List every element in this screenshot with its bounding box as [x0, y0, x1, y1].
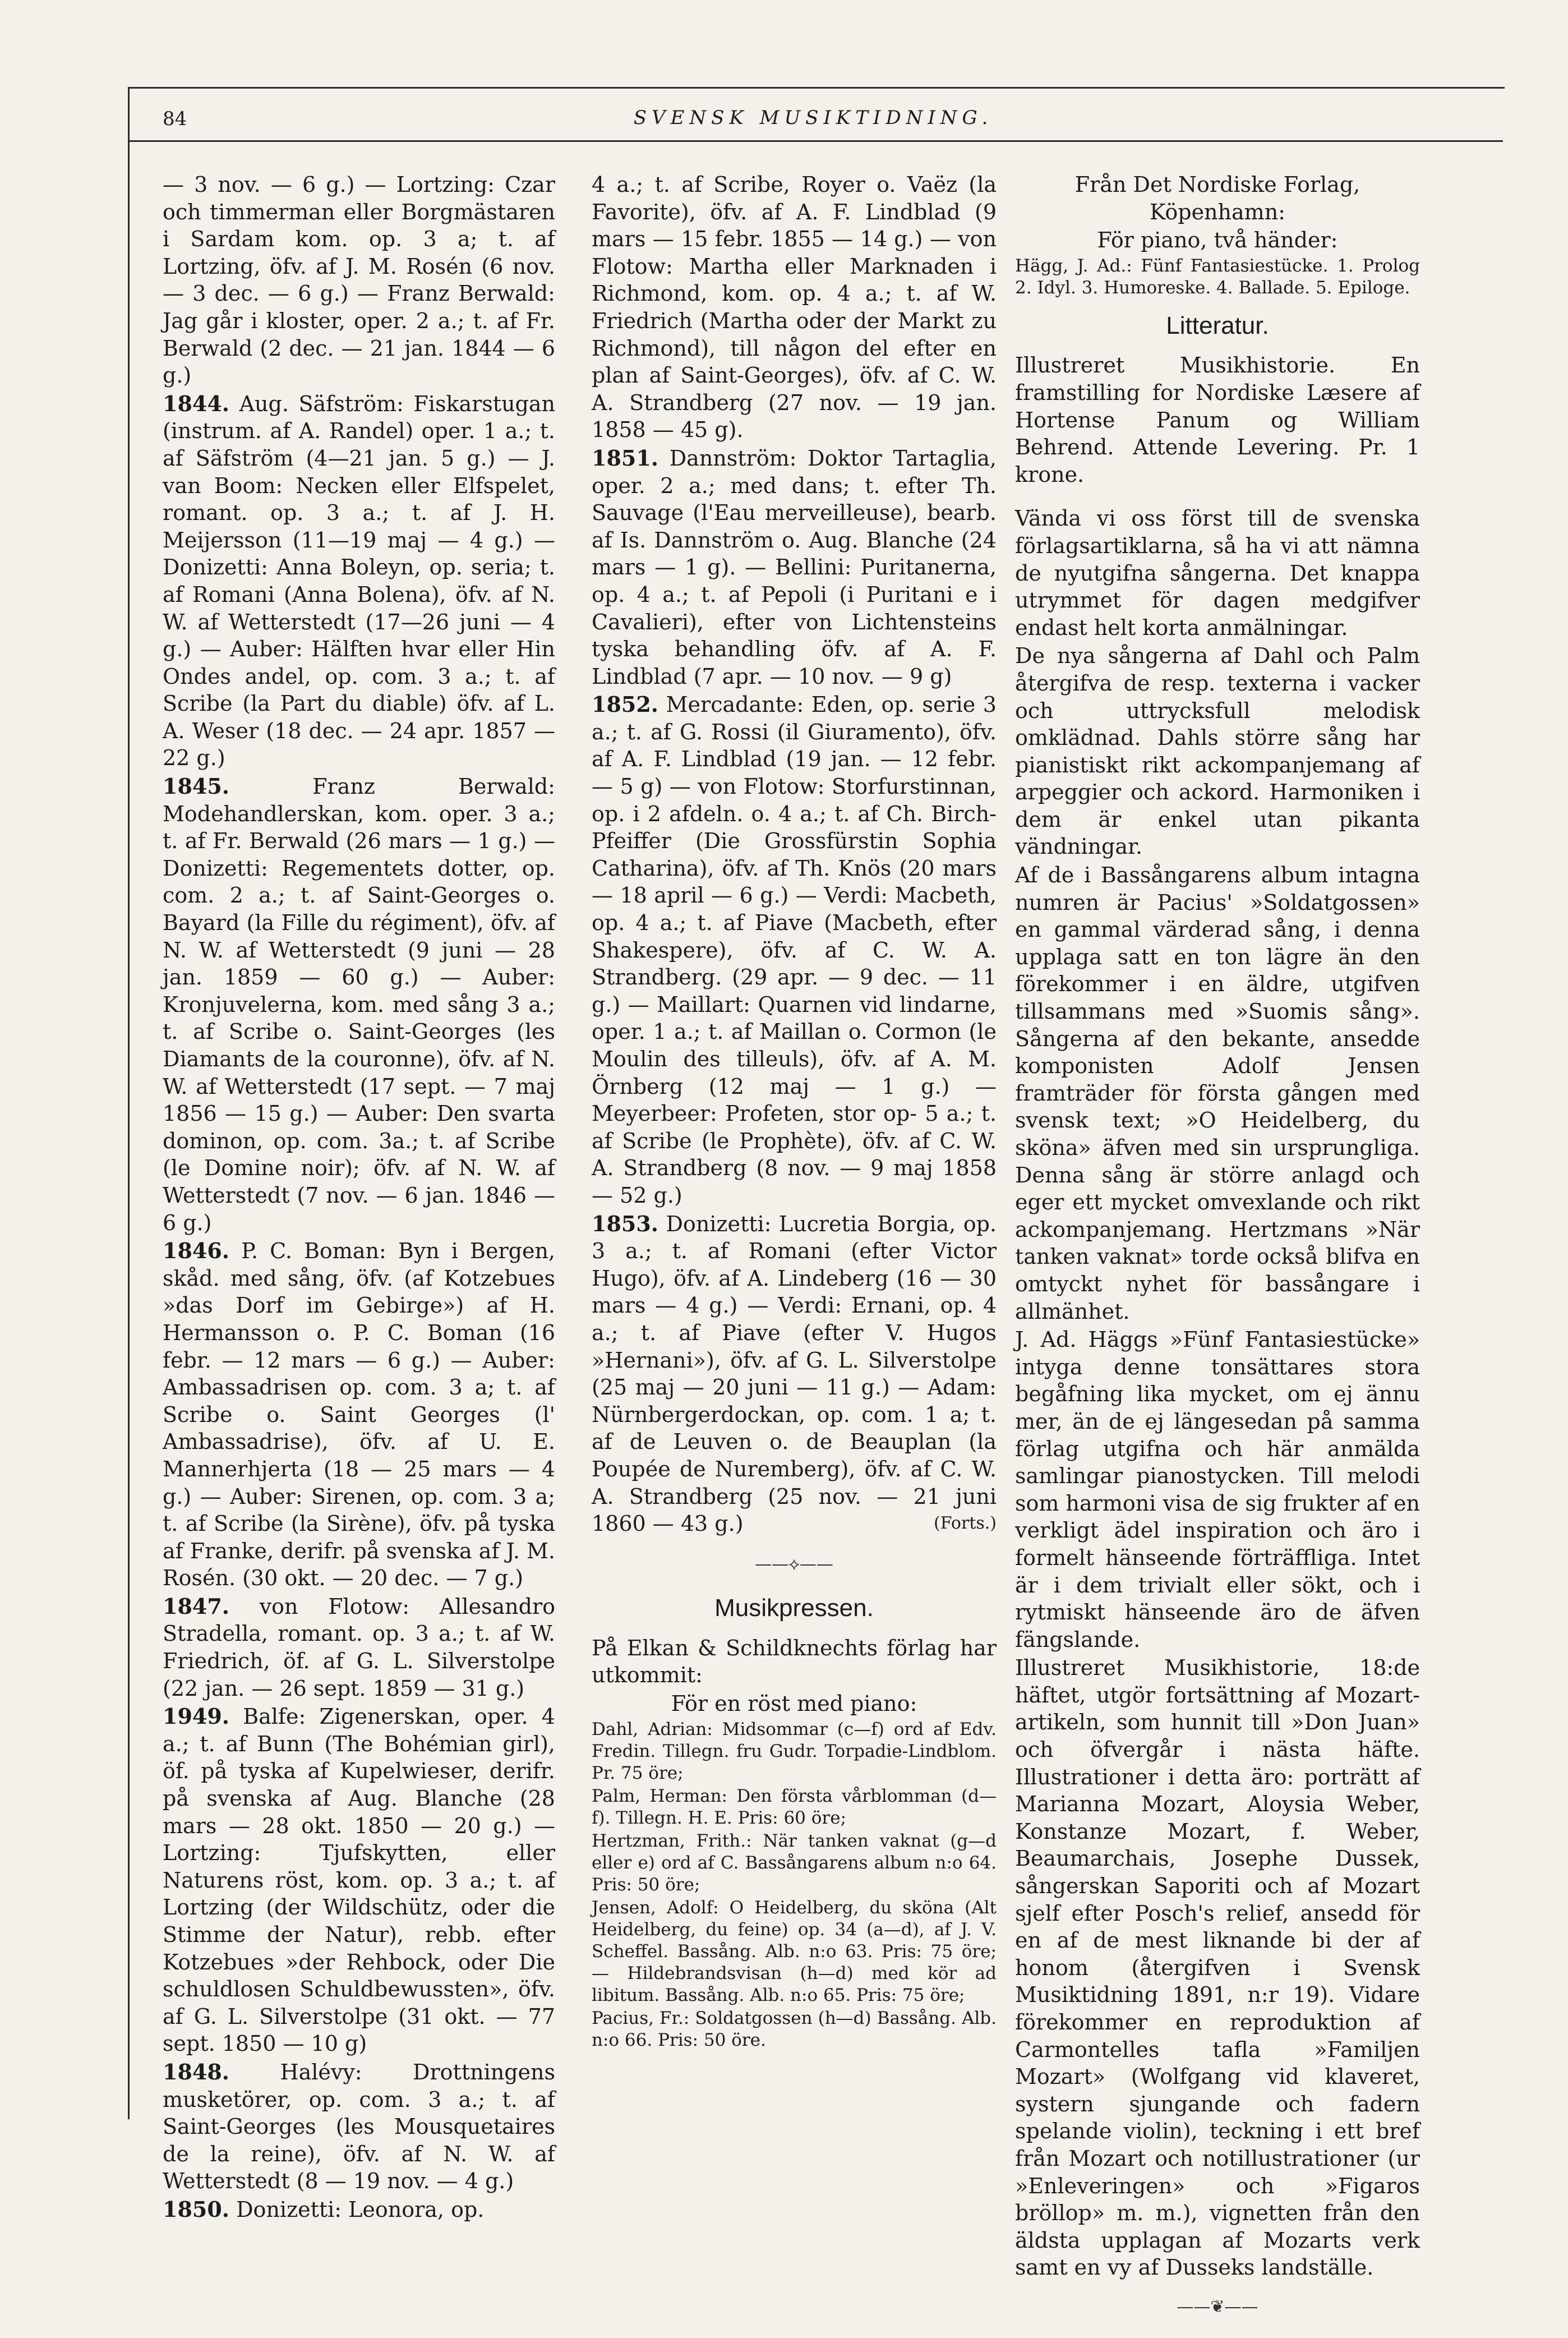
entry	[163, 1703, 555, 2058]
music-listings	[592, 1719, 997, 2051]
music-listing: Palm, Herman: Den första vårblomman (d—f). Tillegn. H. E. Pris: 60 öre;	[592, 1785, 997, 1828]
header-rule	[128, 140, 1503, 142]
entry-year: 1846.	[163, 1238, 229, 1264]
review-paragraph: J. Ad. Häggs »Fünf Fantasiestücke» intyga denne tonsättares stora begåfning lika mycket, om ej ännu mer, än de ej längesedan på samma förlag utgifna och här anmälda samlingar pianostycken. Till melodi som harmoni visa de sig frukter af en verkligt ädel inspiration och äro i formelt hänseende förträffliga. Intet är i dem trivialt eller sökt, och i rytmiskt hänseende äro de äfven fängslande.	[1015, 1327, 1420, 1652]
voice-piano-subheading: För en röst med piano:	[671, 1691, 917, 1716]
musikpressen-intro: På Elkan & Schildknechts förlag har utkommit:	[592, 1635, 997, 1688]
review-paragraph: De nya sångerna af Dahl och Palm återgifva de resp. texterna i vacker och uttrycksfull melodisk omklädnad. Dahls större sång har pianistiskt rikt ackompanjemang af arpeggier och ackord. Harmoniken i dem är enkel utan pikanta vändningar.	[1015, 643, 1420, 859]
music-listing: Hertzman, Frith.: När tanken vaknat (g—d eller e) ord af C. Bassångarens album n:o 64. Pris: 50 öre;	[592, 1830, 997, 1895]
entry-year: 1851.	[592, 445, 658, 471]
litteratur-heading: Litteratur.	[1166, 311, 1269, 339]
entry-text: — 3 nov. — 6 g.) — Lortzing: Czar och timmerman eller Borgmästaren i Sardam kom. op. 3 a; t. af Lortzing, öfv. af J. M. Rosén (6 nov. — 3 dec. — 6 g.) — Franz Berwald: Jag går i kloster, oper. 2 a.; t. af Fr. Berwald (2 dec. — 21 jan. 1844 — 6 g.)	[163, 172, 555, 388]
entry	[163, 1237, 555, 1592]
entry	[163, 2059, 555, 2195]
entry-text: 4 a.; t. af Scribe, Royer o. Vaëz (la Favorite), öfv. af A. F. Lindblad (9 mars — 15 febr. 1855 — 14 g.) — von Flotow: Martha eller Marknaden i Richmond, kom. op. 4 a.; t. af W. Friedrich (Martha oder der Markt zu Richmond), till någon del efter en plan af Saint-Georges), öfv. af C. W. A. Strandberg (27 nov. — 19 jan. 1858 — 45 g).	[592, 172, 997, 443]
entry-text: von Flotow: Allesandro Stradella, romant. op. 3 a.; t. af W. Friedrich, öf. af G. L. Silverstolpe (22 jan. — 26 sept. 1859 — 31 g.)	[163, 1594, 555, 1701]
entry-text: Balfe: Zigenerskan, oper. 4 a.; t. af Bunn (The Bohémian girl), öf. på tyska af Kupelwieser, derifr. på svenska af Aug. Blanche (28 mars — 28 okt. 1850 — 20 g.) — Lortzing: Tjufskytten, eller Naturens röst, kom. op. 3 a.; t. af Lortzing (der Wildschütz, oder die Stimme der Natur), rebb. efter Kotzebues »der Rehbock, oder Die schuldlosen Schuldbewussten», öfv. af G. L. Silverstolpe (31 okt. — 77 sept. 1850 — 10 g)	[163, 1704, 555, 2056]
running-head: SVENSK MUSIKTIDNING.	[633, 107, 993, 129]
entry-year: 1847.	[163, 1593, 229, 1619]
music-listing: Pacius, Fr.: Soldatgossen (h—d) Bassång. Alb. n:o 66. Pris: 50 öre.	[592, 2008, 997, 2050]
forts-marker: (Forts.)	[934, 1513, 997, 1534]
entry-year: 1848.	[163, 2059, 229, 2084]
entry-text: P. C. Boman: Byn i Bergen, skåd. med sång, öfv. (af Kotzebues »das Dorf im Gebirge») af H. Hermansson o. P. C. Boman (16 febr. — 12 mars — 6 g.) — Auber: Ambassadrisen op. com. 3 a; t. af Scribe o. Saint Georges (l' Ambassadrise), öfv. af U. E. Mannerhjerta (18 — 25 mars — 4 g.) — Auber: Sirenen, op. com. 3 a; t. af Scribe (la Sirène), öfv. på tyska af Franke, derifr. på svenska af J. M. Rosén. (30 okt. — 20 dec. — 7 g.)	[163, 1239, 555, 1591]
music-listing: Dahl, Adrian: Midsommar (c—f) ord af Edv. Fredin. Tillegn. fru Gudr. Torpadie-Lindblom. Pr. 75 öre;	[592, 1719, 997, 1783]
column-1	[163, 171, 555, 2225]
piano-subheading: För piano, två händer:	[1097, 228, 1338, 253]
end-ornament: ——❦——	[1177, 2296, 1258, 2317]
entry-year: 1853.	[592, 1211, 658, 1236]
entry	[163, 390, 555, 772]
piano-listing: Hägg, J. Ad.: Fünf Fantasiestücke. 1. Prolog 2. Idyl. 3. Humoreske. 4. Ballade. 5. Epiloge.	[1015, 255, 1420, 298]
entry	[592, 1211, 997, 1538]
column-2	[592, 171, 997, 2052]
entry-text: Dannström: Doktor Tartaglia, oper. 2 a.; med dans; t. efter Th. Sauvage (l'Eau merveilleuse), bearb. af Is. Dannström o. Aug. Blanche (24 mars — 1 g). — Bellini: Puritanerna, op. 4 a.; t. af Pepoli (i Puritani e i Cavalieri), efter von Lichtensteins tyska behandling öfv. af A. F. Lindblad (7 apr. — 10 nov. — 9 g)	[592, 445, 997, 689]
page-number: 84	[163, 108, 187, 130]
review-paragraph: Af de i Bassångarens album intagna numren är Pacius' »Soldatgossen» en gammal värderad sång, i denna upplaga satt en ton lägre än den förekommer i en äldre, utgifven tillsammans med »Suomis sång». Sångerna af den bekante, ansedde komponisten Adolf Jensen framträder för första gången med svensk text; »O Heidelberg, du sköna» äfven med sin ursprungliga. Denna sång är större anlagd och eger ett mycket omvexlande och rikt ackompanjemang. Hertzmans »När tanken vaknat» torde också blifva en omtyckt nyhet för bassångare i allmänhet.	[1015, 863, 1420, 1324]
entry	[163, 171, 555, 389]
music-listing: Jensen, Adolf: O Heidelberg, du sköna (Alt Heidelberg, du feine) op. 34 (a—d), af J. V. Scheffel. Bassång. Alb. n:o 63. Pris: 75 öre; — Hildebrandsvisan (h—d) med kör ad libitum. Bassång. Alb. n:o 65. Pris: 75 öre;	[592, 1897, 997, 2005]
entry-year: 1949.	[163, 1704, 229, 1729]
section-divider: ——⟡——	[755, 1554, 833, 1574]
entry	[592, 445, 997, 690]
entry-text: Franz Berwald: Modehandlerskan, kom. oper. 3 a.; t. af Fr. Berwald (26 mars — 1 g.) — Donizetti: Regementets dotter, op. com. 2 a.; t. af Saint-Georges o. Bayard (la Fille du régiment), öfv. af N. W. af Wetterstedt (9 juni — 28 jan. 1859 — 60 g.) — Auber: Kronjuvelerna, kom. med sång 3 a.; t. af Scribe o. Saint-Georges (les Diamants de la couronne), öfv. af N. W. af Wetterstedt (17 sept. — 7 maj 1856 — 15 g.) — Auber: Den svarta dominon, op. com. 3a.; t. af Scribe (le Domine noir); öfv. af N. W. af Wetterstedt (7 nov. — 6 jan. 1846 — 6 g.)	[163, 774, 555, 1235]
publisher-line: Från Det Nordiske Forlag, Köpenhamn:	[1074, 172, 1361, 224]
entry	[163, 773, 555, 1236]
entry	[592, 691, 997, 1209]
literature-entry: Illustreret Musikhistorie. En framstilling for Nordiske Læsere af Hortense Panum og William Behrend. Attende Levering. Pr. 1 krone.	[1015, 353, 1420, 487]
entry	[592, 171, 997, 444]
entry	[163, 1593, 555, 1702]
entry-text: Aug. Säfström: Fiskarstugan (instrum. af A. Randel) oper. 1 a.; t. af Säfström (4—21 jan. 5 g.) — J. van Boom: Necken eller Elfspelet, romant. op. 3 a.; t. af J. H. Meijersson (11—19 maj — 4 g.) — Donizetti: Anna Boleyn, op. seria; t. af Romani (Anna Bolena), öfv. af N. W. af Wetterstedt (17—26 juni — 4 g.) — Auber: Hälften hvar eller Hin Ondes andel, op. com. 3 a.; t. af Scribe (la Part du diable) öfv. af L. A. Weser (18 dec. — 24 apr. 1857 — 22 g.)	[163, 391, 555, 771]
entry-text: Donizetti: Leonora, op.	[236, 2197, 485, 2222]
musikpressen-heading: Musikpressen.	[714, 1594, 874, 1622]
entry-text: Donizetti: Lucretia Borgia, op. 3 a.; t. af Romani (efter Victor Hugo), öfv. af A. Lindeberg (16 — 30 mars — 4 g.) — Verdi: Ernani, op. 4 a.; t. af Piave (efter V. Hugos »Hernani»), öfv. af G. L. Silverstolpe (25 maj — 20 juni — 11 g.) — Adam: Nürnbergerdockan, op. com. 1 a; t. af de Leuven o. de Beauplan (la Poupée de Nuremberg), öfv. af C. W. A. Strandberg (25 nov. — 21 juni 1860 — 43 g.)	[592, 1211, 997, 1536]
entry-text: Halévy: Drottningens musketörer, op. com. 3 a.; t. af Saint-Georges (les Mousquetaires de la reine), öfv. af N. W. af Wetterstedt (8 — 19 nov. — 4 g.)	[163, 2059, 555, 2194]
entry-year: 1845.	[163, 774, 229, 799]
entry-year: 1844.	[163, 390, 229, 416]
column-3	[1015, 171, 1420, 2338]
entry	[163, 2196, 555, 2224]
entry-year: 1852.	[592, 692, 658, 717]
review-paragraph: Vända vi oss först till de svenska förlagsartiklarna, så ha vi att nämna de nyutgifna sångerna. Det knappa utrymmet för dagen medgifver endast helt korta anmälningar.	[1015, 506, 1420, 640]
entry-text: Mercadante: Eden, op. serie 3 a.; t. af G. Rossi (il Giuramento), öfv. af A. F. Lindblad (19 jan. — 12 febr. — 5 g) — von Flotow: Storfurstinnan, op. i 2 afdeln. o. 4 a.; t. af Ch. Birch-Pfeiffer (Die Grossfürstin Sophia Catharina), öfv. af Th. Knös (20 mars — 18 april — 6 g.) — Verdi: Macbeth, op. 4 a.; t. af Piave (Macbeth, efter Shakespere), öfv. af C. W. A. Strandberg. (29 apr. — 9 dec. — 11 g.) — Maillart: Quarnen vid lindarne, oper. 1 a.; t. af Maillan o. Cormon (le Moulin des tilleuls), öfv. af A. M. Örnberg (12 maj — 1 g.) — Meyerbeer: Profeten, stor op- 5 a.; t. af Scribe (le Prophète), öfv. af C. W. A. Strandberg (8 nov. — 9 maj 1858 — 52 g.)	[592, 692, 997, 1208]
review-paragraph: Illustreret Musikhistorie, 18:de häftet, utgör fortsättning af Mozart-artikeln, som hunnit till »Don Juan» och öfvergår i nästa häfte. Illustrationer i detta äro: porträtt af Marianna Mozart, Aloysia Weber, Konstanze Mozart, f. Weber, Beaumarchais, Josephe Dussek, sångerskan Saporiti och af Mozart sjelf efter Posch's relief, ansedd för en af de mest liknande bi der af honom (återgifven i Svensk Musiktidning 1891, n:r 19). Vidare förekommer en reproduktion af Carmontelles tafla »Familjen Mozart» (Wolfgang vid klaveret, systern sjungande och fadern spelande violin), teckning i ett bref från Mozart och notillustrationer (ur »Enleveringen» och »Figaros bröllop» m. m.), vignetten från den äldsta upplagan af Mozarts verk samt en vy af Dusseks landställe.	[1015, 1655, 1420, 2280]
entry-year: 1850.	[163, 2196, 229, 2222]
